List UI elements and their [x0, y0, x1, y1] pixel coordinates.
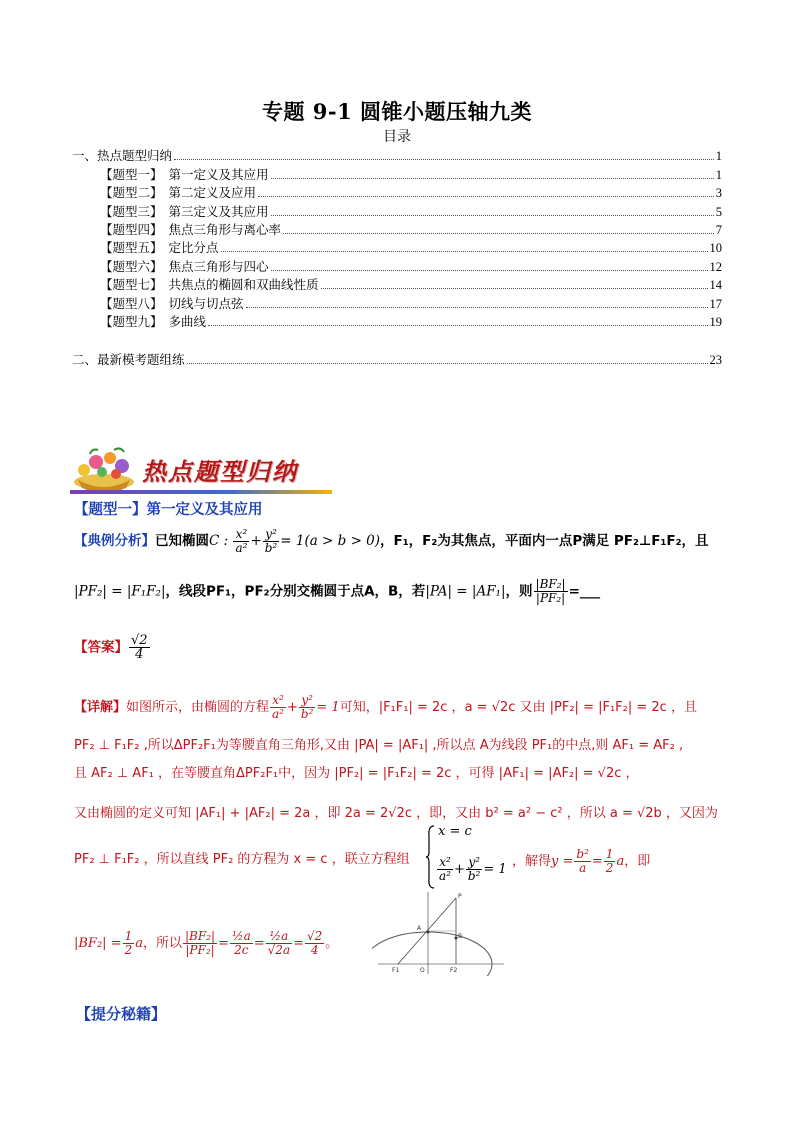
toc-label: 焦点三角形与离心率 — [168, 221, 282, 237]
answer-numerator: √2 — [131, 633, 148, 648]
detail-line-4: 又由椭圆的定义可知 |AF₁| + |AF₂| = 2a ，即 2a = 2√2c ，即，又由 b² = a² − c² ，所以 a = √2b ，又因为 — [74, 806, 718, 821]
detail-tag: 【详解】 — [74, 700, 127, 715]
toc-leader — [221, 251, 708, 252]
example-text: 已知椭圆 — [155, 533, 209, 549]
toc-row[interactable] — [72, 256, 722, 274]
toc-tag: 【题型四】 — [100, 221, 163, 237]
toc-row[interactable] — [72, 293, 722, 311]
toc-page: 17 — [709, 296, 722, 311]
toc-leader — [258, 196, 714, 197]
toc-leader — [271, 270, 708, 271]
page-title: 专题 9-1 圆锥小题压轴九类 — [261, 99, 533, 124]
ellipse-equation: C : $\frac{\text{x²}}{\text{a²}}$ + $\frac{\text{y²}}{\text{b²}}$ = 1(a > b > 0) — [209, 527, 381, 555]
toc-leader — [271, 215, 714, 216]
toc-tag: 【题型二】 — [100, 185, 163, 201]
flower-basket-icon — [70, 446, 140, 492]
answer-line — [74, 634, 151, 661]
toc-row[interactable] — [72, 164, 722, 182]
svg-text:F1: F1 — [392, 967, 400, 974]
svg-text:O: O — [420, 967, 425, 974]
toc-row[interactable] — [72, 201, 722, 219]
toc-label: 一、热点题型归纳 — [72, 148, 173, 164]
toc-label: 切线与切点弦 — [168, 295, 244, 311]
example-text: ，F₁，F₂为其焦点，平面内一点P满足 PF₂⊥F₁F₂，且 — [380, 533, 709, 549]
example-line-2: |PF₂| = |F₁F₂|，线段PF₁，PF₂分别交椭圆于点A，B，若|PA| = |AF₁|，则 $\frac{\text{|BF₂|}}{\text{|PF₂|}}$ =___ — [74, 577, 601, 605]
ellipse-figure — [372, 890, 508, 976]
detail-line-6: |BF₂| = $\frac{1}{2}$ a，所以 $\frac{\text{|BF₂|}}{\text{|PF₂|}}$ = $\frac{\text{½a}}{2c}$ = $\frac{\text{½a}}{√2a}$ = $\frac{√2}{4}$ 。 — [74, 929, 339, 957]
detail-line-5b: ，解得y = $\frac{\text{b²}}{a}$ = $\frac{1}{2}$ a，即 — [512, 847, 651, 875]
example-line-1 — [74, 528, 709, 555]
example-text: =___ — [568, 583, 601, 600]
answer-tag: 【答案】 — [74, 639, 128, 656]
toc-label: 多曲线 — [168, 313, 207, 329]
toc-leader — [271, 178, 714, 179]
section-tag: 【题型一】 — [74, 502, 147, 518]
svg-text:B: B — [458, 933, 463, 940]
toc-row[interactable] — [72, 275, 722, 293]
toc-leader — [321, 288, 708, 289]
toc-page: 10 — [709, 241, 722, 256]
toc-tag: 【题型六】 — [100, 258, 163, 274]
toc-tag: 【题型三】 — [100, 203, 163, 219]
section-banner — [70, 446, 332, 494]
toc-page: 1 — [715, 149, 722, 164]
answer-denominator: 4 — [135, 647, 144, 662]
toc-leader — [283, 233, 714, 234]
toc-tag: 【题型五】 — [100, 240, 163, 256]
svg-text:F2: F2 — [450, 967, 458, 974]
toc-page: 1 — [715, 167, 722, 182]
toc-row[interactable] — [72, 312, 722, 330]
toc-page: 3 — [715, 186, 722, 201]
toc-tag: 【题型七】 — [100, 277, 163, 293]
toc-leader — [174, 159, 714, 160]
toc-row[interactable] — [72, 146, 722, 164]
example-tag: 【典例分析】 — [74, 533, 155, 549]
table-of-contents — [72, 146, 722, 368]
toc-label: 第三定义及其应用 — [168, 203, 269, 219]
toc-row[interactable] — [72, 220, 722, 238]
toc-label: 第一定义及其应用 — [168, 166, 269, 182]
toc-page: 7 — [715, 222, 722, 237]
detail-line-1: 【详解】如图所示，由椭圆的方程 $\frac{\text{x²}}{\text{a²}}$ + $\frac{\text{y²}}{\text{b²}}$ = 1可知，|F₁F₁| = 2c ，a = √2c 又由 |PF₂| = |F₁F₂| = 2c ，且 — [74, 693, 697, 721]
toc-heading: 目录 — [383, 129, 411, 145]
toc-tag: 【题型一】 — [100, 166, 163, 182]
example-text: ，线段PF₁，PF₂分别交椭圆于点A，B，若 — [165, 583, 426, 600]
svg-text:P: P — [458, 893, 462, 900]
toc-label: 二、最新模考题组练 — [72, 352, 185, 368]
toc-leader — [246, 307, 708, 308]
toc-row[interactable] — [72, 183, 722, 201]
toc-row[interactable] — [72, 350, 722, 368]
toc-page: 12 — [709, 259, 722, 274]
banner-underline — [70, 490, 332, 494]
detail-line-5: PF₂ ⊥ F₁F₂ ，所以直线 PF₂ 的方程为 x = c ，联立方程组 — [74, 852, 410, 867]
toc-label: 第二定义及应用 — [168, 185, 257, 201]
section-heading — [74, 498, 263, 519]
banner-title: 热点题型归纳 — [142, 457, 298, 486]
toc-tag: 【题型九】 — [100, 313, 163, 329]
toc-row[interactable] — [72, 238, 722, 256]
example-text: ，则 — [505, 583, 533, 600]
toc-page: 23 — [709, 353, 722, 368]
toc-page: 5 — [715, 204, 722, 219]
system-of-equations: x = c $\frac{\text{x²}}{\text{a²}}$ + $\frac{\text{y²}}{\text{b²}}$ = 1 — [426, 824, 526, 892]
toc-tag: 【题型八】 — [100, 295, 163, 311]
detail-line-2: PF₂ ⊥ F₁F₂ ,所以ΔPF₂F₁为等腰直角三角形,又由 |PA| = |AF₁| ,所以点 A为线段 PF₁的中点,则 AF₁ = AF₂ , — [74, 738, 684, 753]
section-label: 第一定义及其应用 — [146, 502, 263, 518]
svg-text:A: A — [417, 925, 422, 932]
toc-label: 焦点三角形与四心 — [168, 258, 269, 274]
toc-page: 19 — [709, 314, 722, 329]
toc-page: 14 — [709, 278, 722, 293]
toc-leader — [187, 363, 708, 364]
toc-label: 共焦点的椭圆和双曲线性质 — [168, 277, 319, 293]
detail-line-3: 且 AF₂ ⊥ AF₁ ，在等腰直角ΔPF₂F₁中，因为 |PF₂| = |F₁F₂| = 2c ，可得 |AF₁| = |AF₂| = √2c ， — [74, 766, 639, 781]
tips-heading: 【提分秘籍】 — [76, 1005, 167, 1023]
toc-leader — [208, 325, 707, 326]
toc-label: 定比分点 — [168, 240, 219, 256]
